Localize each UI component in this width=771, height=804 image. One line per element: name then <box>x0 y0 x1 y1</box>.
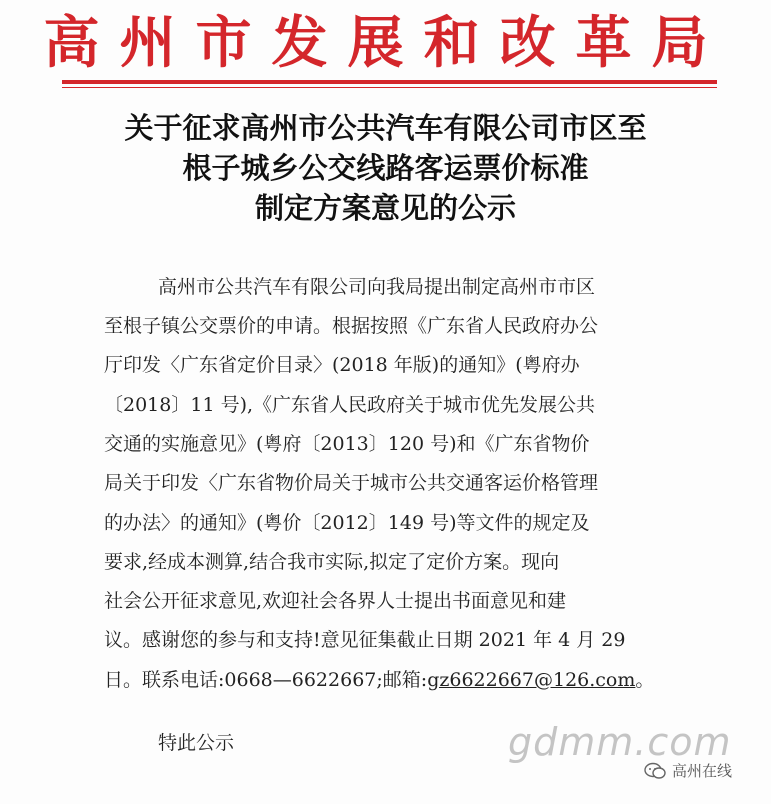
wechat-icon <box>644 762 666 780</box>
body-line-3: 厅印发〈广东省定价目录〉(2018 年版)的通知》(粤府办 <box>104 354 580 376</box>
letterhead-rule-thin <box>62 87 717 88</box>
title-line-3: 制定方案意见的公示 <box>254 191 516 225</box>
body-line-4: 〔2018〕11 号),《广东省人民政府关于城市优先发展公共 <box>104 394 596 416</box>
body-line-5: 交通的实施意见》(粤府〔2013〕120 号)和《广东省物价 <box>104 433 590 455</box>
body-line-8: 要求,经成本测算,结合我市实际,拟定了定价方案。现向 <box>104 551 560 573</box>
body-line-10: 议。感谢您的参与和支持!意见征集截止日期 2021 年 4 月 29 <box>104 629 626 651</box>
title-line-1: 关于征求高州市公共汽车有限公司市区至 <box>124 111 647 145</box>
body-line-11 <box>104 665 664 695</box>
body-line-7: 的办法〉的通知》(粤价〔2012〕149 号)等文件的规定及 <box>104 512 590 534</box>
site-watermark: gdmm.com <box>508 720 732 764</box>
letterhead-rule-thick <box>62 80 717 84</box>
email-link[interactable]: gz6622667@126.com <box>427 669 636 691</box>
body-line-6: 局关于印发〈广东省物价局关于城市公共交通客运价格管理 <box>104 472 599 494</box>
body-line-2: 至根子镇公交票价的申请。根据按照《广东省人民政府办公 <box>104 315 599 337</box>
email-suffix: 。 <box>635 669 655 691</box>
title-line-2: 根子城乡公交线路客运票价标准 <box>182 151 589 185</box>
account-badge <box>644 760 732 781</box>
contact-text: 日。联系电话:0668—6622667;邮箱: <box>104 669 428 691</box>
account-name: 高州在线 <box>672 762 733 780</box>
letterhead: 高州市发展和改革局 <box>43 10 728 76</box>
body-line-1: 高州市公共汽车有限公司向我局提出制定高州市市区 <box>158 276 596 298</box>
body-line-9: 社会公开征求意见,欢迎社会各界人士提出书面意见和建 <box>104 590 567 612</box>
closing-text: 特此公示 <box>158 732 235 754</box>
